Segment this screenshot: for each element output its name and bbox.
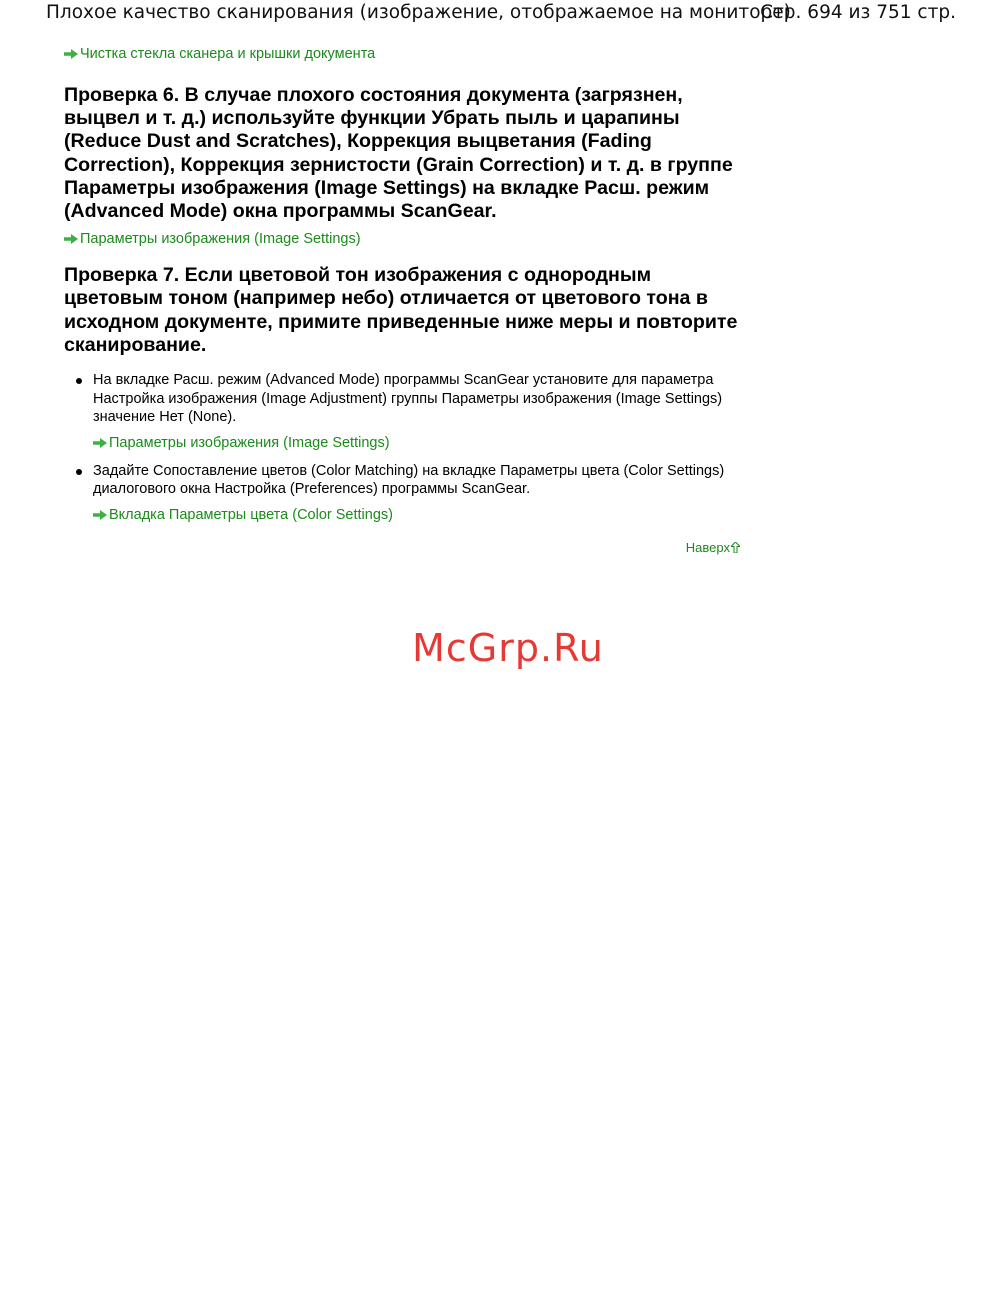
scanner-glass-cleaning-link[interactable]: Чистка стекла сканера и крышки документа <box>80 46 376 62</box>
check-6-section <box>64 84 744 249</box>
list-item-text: На вкладке Расш. режим (Advanced Mode) программы ScanGear установите для параметра Настройка изображения (Image Adjustment) группы Параметры изображения (Image Settings) значение Нет (None). <box>93 372 723 426</box>
back-to-top-row <box>64 539 740 558</box>
green-arrow-icon <box>64 49 78 59</box>
back-to-top-label: Наверх <box>685 539 730 555</box>
related-link-row <box>64 229 744 249</box>
page-number: Стр. 694 из 751 стр. <box>760 2 956 23</box>
main-content <box>64 44 744 558</box>
check-7-heading: Проверка 7. Если цветовой тон изображения с однородным цветовым тоном (например небо) отличается от цветового тона в исходном документе, примите приведенные ниже меры и повторите сканирование. <box>64 264 738 356</box>
page-header <box>46 2 956 28</box>
check-7-section <box>64 264 744 524</box>
check-6-heading: Проверка 6. В случае плохого состояния документа (загрязнен, выцвел и т. д.) используйте функции Убрать пыль и царапины (Reduce Dust and Scratches), Коррекция выцветания (Fading Correction), Коррекция зернистости (Grain Correction) и т. д. в группе Параметры изображения (Image Settings) на вкладке Расш. режим (Advanced Mode) окна программы ScanGear. <box>64 84 733 223</box>
bullet-icon <box>76 378 82 384</box>
check-7-list <box>64 371 744 525</box>
page-title: Плохое качество сканирования (изображение, отображаемое на мониторе) <box>46 2 791 23</box>
green-arrow-icon <box>93 510 107 520</box>
list-item-text: Задайте Сопоставление цветов (Color Matching) на вкладке Параметры цвета (Color Settings) диалогового окна Настройка (Preferences) программы ScanGear. <box>93 462 725 498</box>
bullet-icon <box>76 469 82 475</box>
related-link-row <box>93 433 744 453</box>
up-arrow-icon <box>731 540 740 558</box>
list-item <box>64 371 744 453</box>
green-arrow-icon <box>93 438 107 448</box>
green-arrow-icon <box>64 234 78 244</box>
image-settings-link[interactable]: Параметры изображения (Image Settings) <box>109 434 390 451</box>
image-settings-link[interactable]: Параметры изображения (Image Settings) <box>80 231 361 248</box>
watermark-logo: McGrp.Ru <box>412 626 604 670</box>
list-item <box>64 462 744 525</box>
related-link-row <box>93 505 744 525</box>
related-link-row <box>64 44 744 64</box>
color-settings-tab-link[interactable]: Вкладка Параметры цвета (Color Settings) <box>109 506 393 523</box>
back-to-top-link[interactable] <box>686 540 740 555</box>
